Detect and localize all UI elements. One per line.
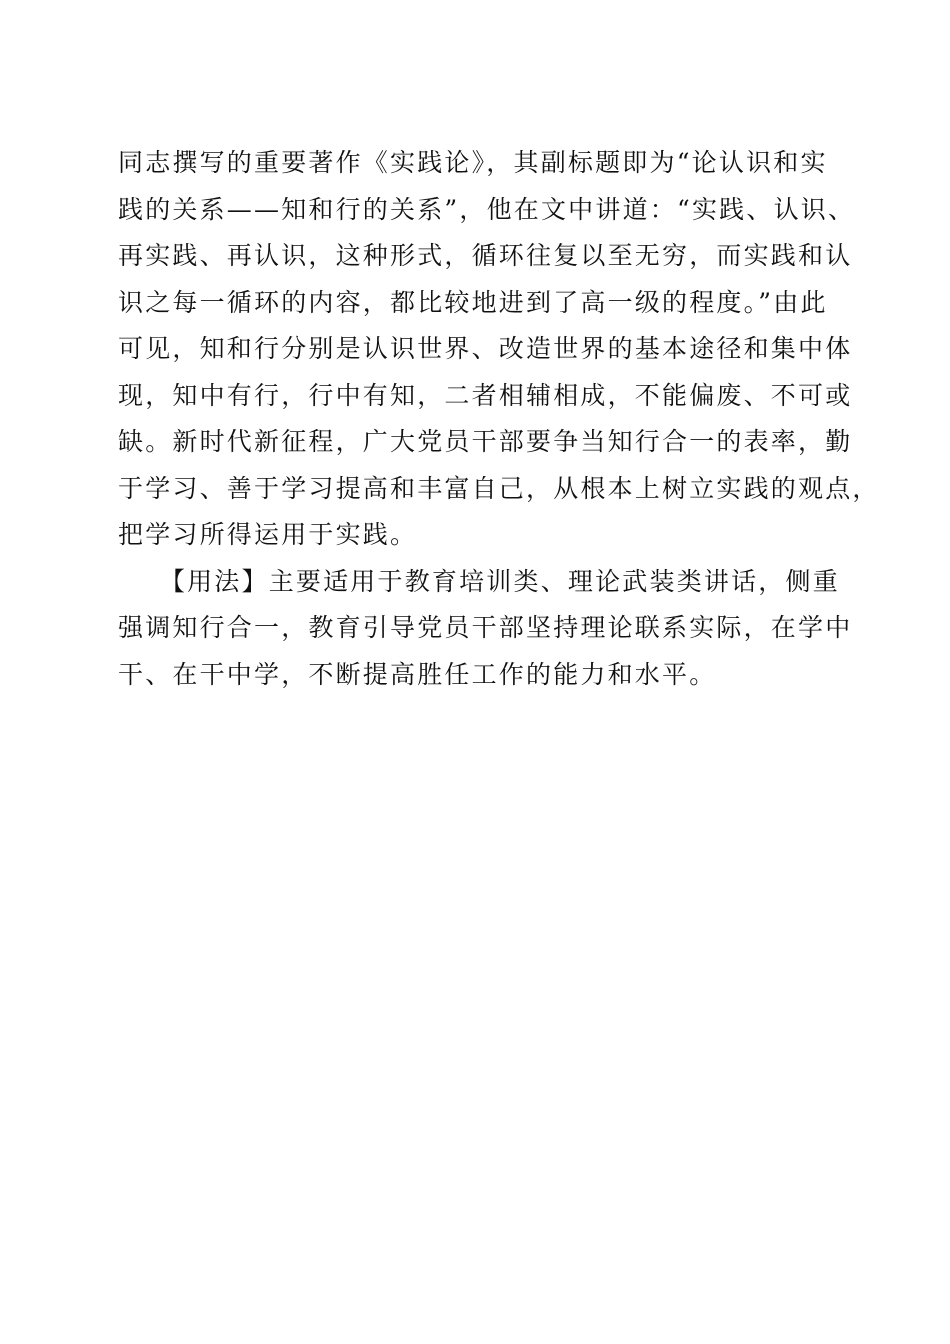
text-line: 同志撰写的重要著作《实践论》，其副标题即为“论认识和实 [118,148,828,177]
body-text [118,140,880,698]
text-line: 再实践、再认识，这种形式，循环往复以至无穷，而实践和认 [118,241,853,270]
text-line: 现，知中有行，行中有知，二者相辅相成，不能偏废、不可或 [118,380,853,410]
text-line: 识之每一循环的内容，都比较地进到了高一级的程度。”由此 [118,287,828,317]
paragraph-2 [118,559,853,699]
text-line: 于学习、善于学习提高和丰富自己，从根本上树立实践的观点， [118,473,880,503]
text-line: 【用法】主要适用于教育培训类、理论武装类讲话，侧重 [118,566,840,596]
text-line: 强调知行合一，教育引导党员干部坚持理论联系实际，在学中 [118,613,853,642]
text-line: 缺。新时代新征程，广大党员干部要争当知行合一的表率，勤 [118,427,853,456]
text-line: 可见，知和行分别是认识世界、改造世界的基本途径和集中体 [118,334,853,363]
text-line: 把学习所得运用于实践。 [118,520,418,549]
text-line: 干、在干中学，不断提高胜任工作的能力和水平。 [118,659,717,689]
text-line: 践的关系——知和行的关系”，他在文中讲道：“实践、认识、 [118,194,856,224]
paragraph-1 [118,140,880,559]
